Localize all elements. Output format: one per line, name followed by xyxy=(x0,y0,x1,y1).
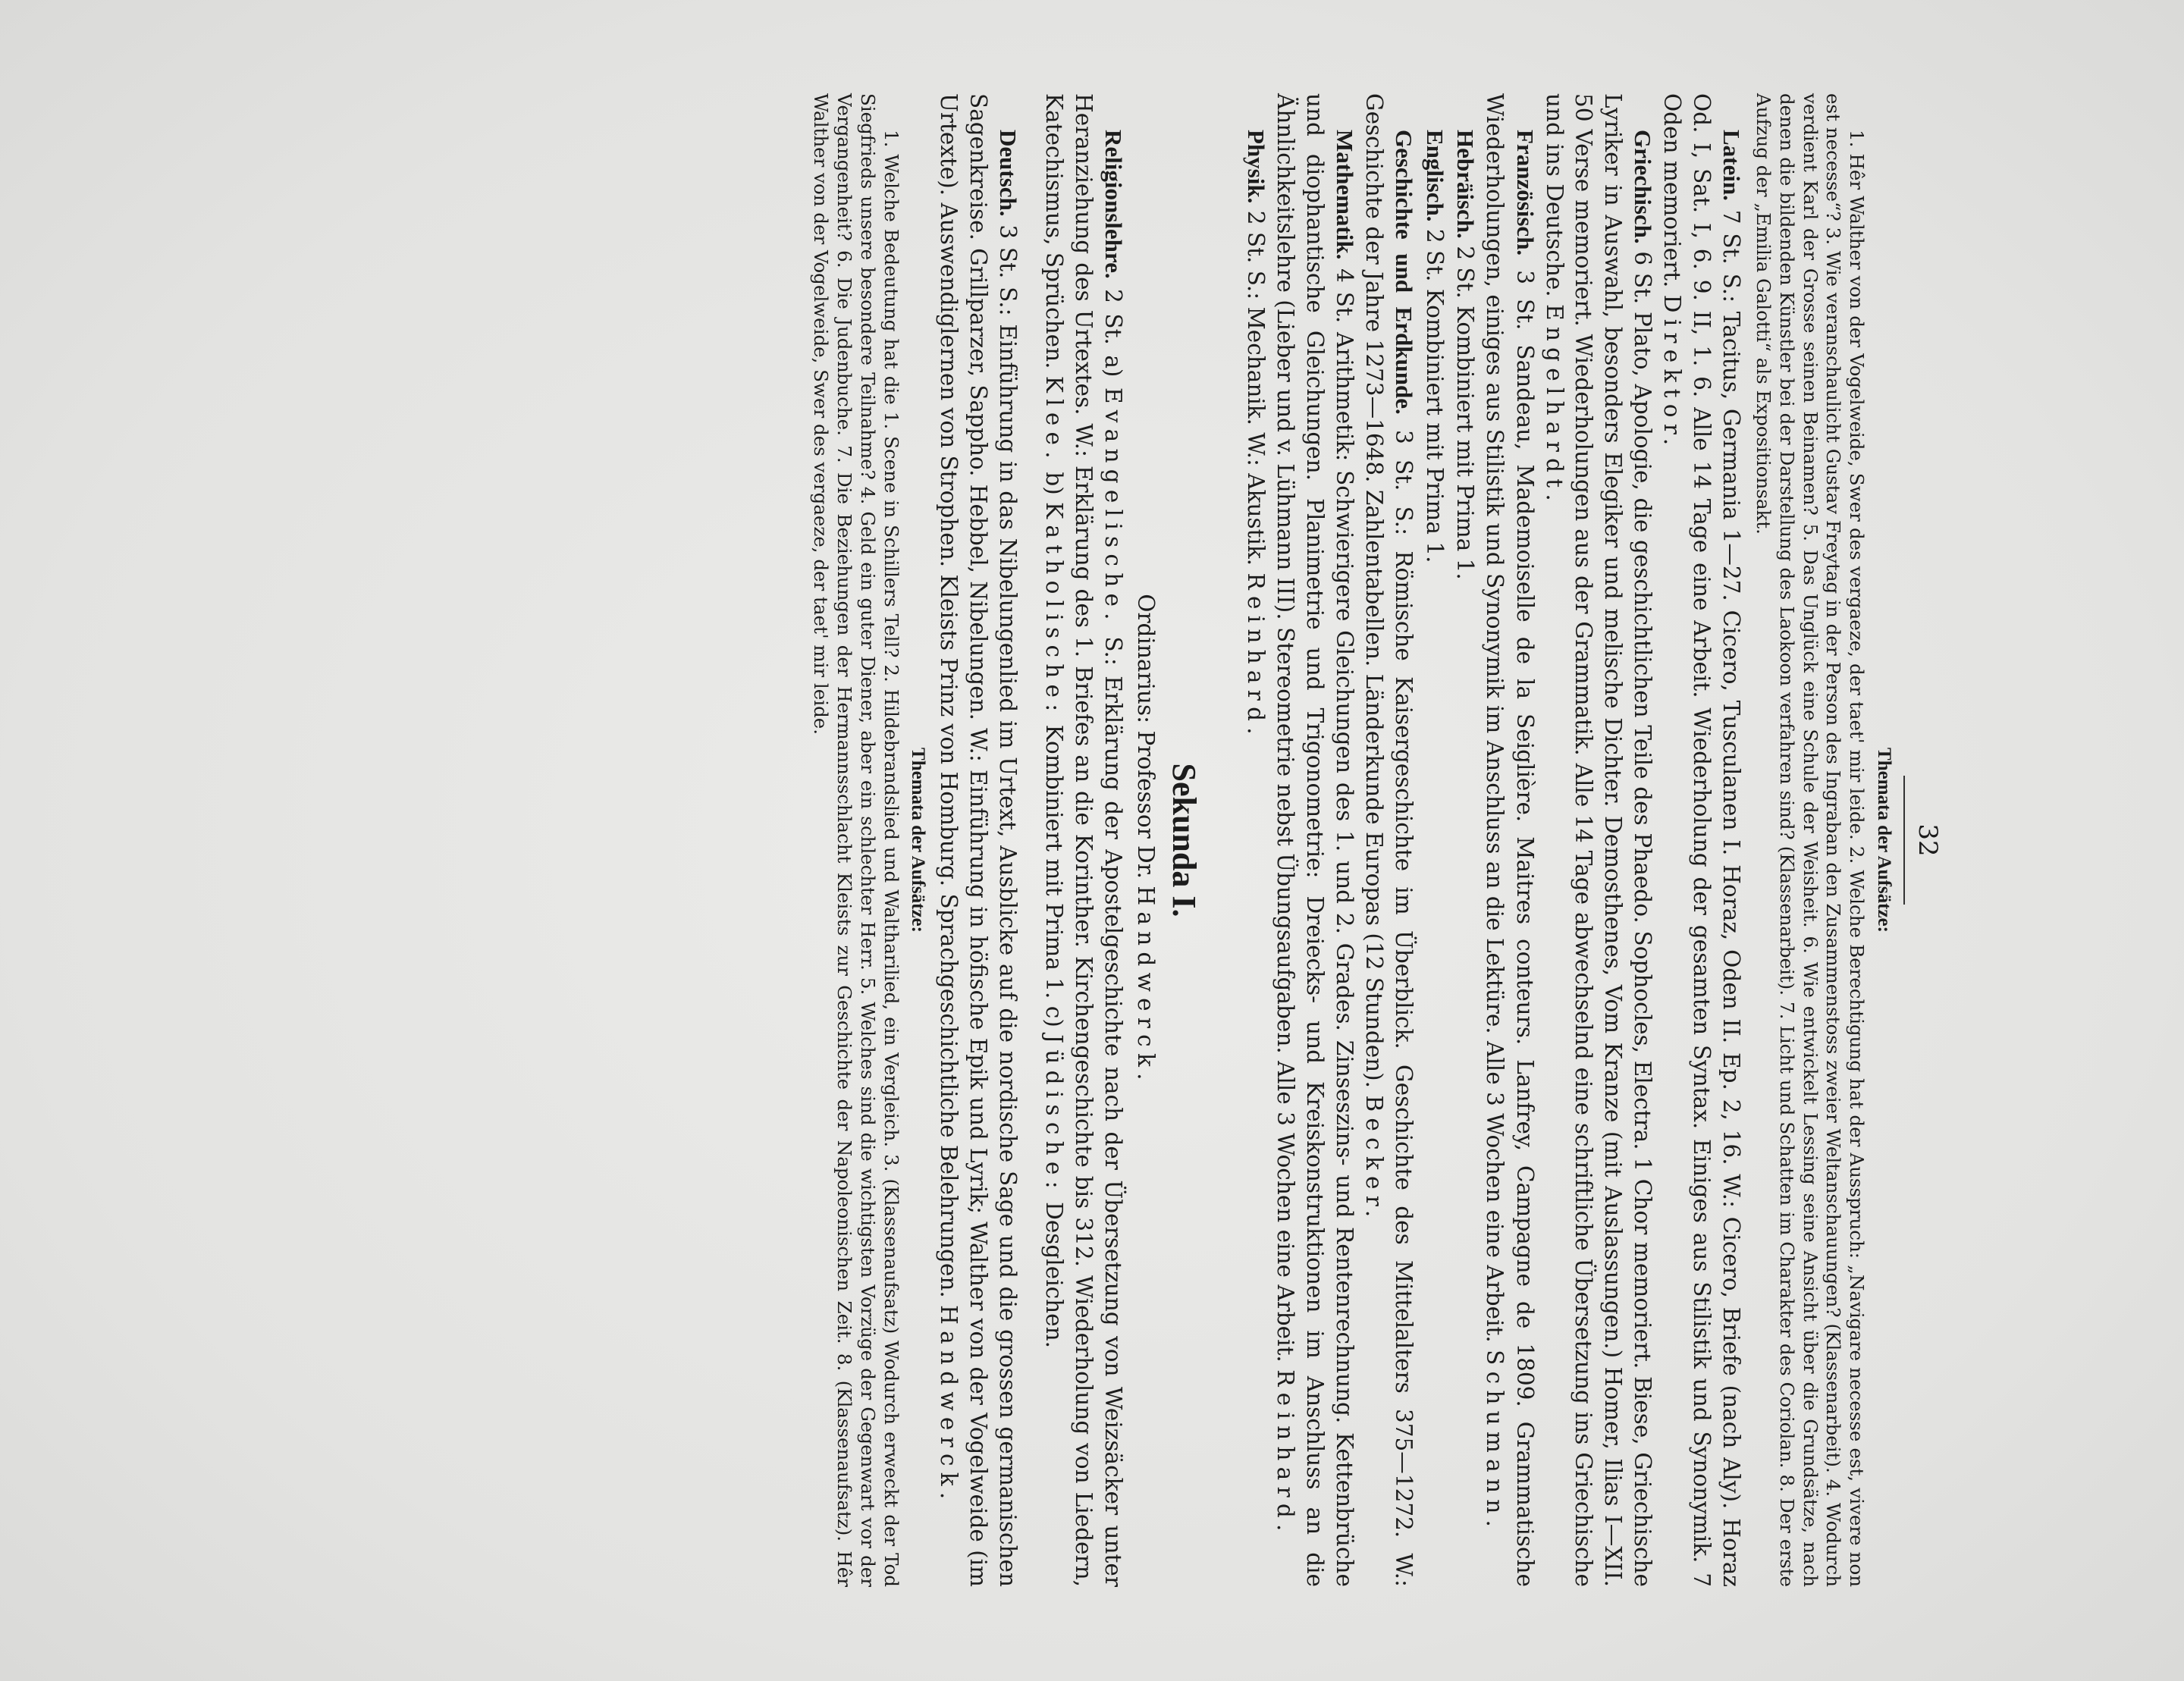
subject-deutsch: Deutsch. 3 St. S.: Einführung in das Nibelungenlied im Urtext, Ausblicke auf die nordische Sage und die grossen germanischen Sagenkreise. Grillparzer, Sappho. Hebbel, Nibelungen. W.: Einführung in höfische Epik und Lyrik; Walther von der Vogelweide (im Urtexte). Auswendiglernen von Strophen. Kleists Prinz von Homburg. Sprachgeschichtliche Belehrungen. Handwerck. xyxy=(936,93,1022,1587)
prima-themata-heading: Themata der Aufsätze: xyxy=(1873,748,1894,933)
subject-geschichte-erdkunde: Geschichte und Erdkunde. 3 St. S.: Römische Kaisergeschichte im Überblick. Geschichte des Mittelalters 375—1272. W.: Geschichte der Jahre 1273—1648. Zahlentabellen. Länderkunde Europas (12 Stunden). Becker. xyxy=(1361,93,1418,1587)
ordinarius-line: Ordinarius: Professor Dr. Handwerck. xyxy=(1133,594,1159,1087)
subject-physik: Physik. 2 St. S.: Mechanik. W.: Akustik. Reinhard. xyxy=(1242,130,1269,741)
paragraph-gap xyxy=(1023,93,1040,1587)
sekunda-themata-heading: Themata der Aufsätze: xyxy=(908,748,929,933)
subject-religionslehre: Religionslehre. 2 St. a) Evangelische. S.: Erklärung der Apostelgeschichte nach der Übersetzung von Weizsäcker unter Heranziehung des Urtextes. W.: Erklärung des 1. Briefes an die Korinther. Kirchengeschichte bis 312. Wiederholung von Liedern, Katechismus, Sprüchen. Klee. b) Katholische: Kombiniert mit Prima 1. c) Jüdische: Desgleichen. xyxy=(1041,93,1128,1587)
header-rule xyxy=(1903,776,1905,905)
subject-englisch: Englisch. 2 St. Kombiniert mit Prima 1. xyxy=(1421,130,1448,563)
subject-franzoesisch: Französisch. 3 St. Sandeau, Mademoiselle de la Seiglière. Maitres conteurs. Lanfrey, Campagne de 1809. Grammatische Wiederholungen, einiges aus Stilistik und Synonymik im Anschluss an die Lektüre. Alle 3 Wochen eine Arbeit. Schumann. xyxy=(1482,93,1539,1587)
subject-mathematik: Mathematik. 4 St. Arithmetik: Schwierigere Gleichungen des 1. und 2. Grades. Zinseszins- und Rentenrechnung. Kettenbrüche und diophantische Gleichungen. Planimetrie und Trigonometrie: Dreiecks- und Kreiskonstruktionen im Anschluss an die Ähnlichkeitslehre (Lieber und v. Lühmann III). Stereometrie nebst Übungsaufgaben. Alle 3 Wochen eine Arbeit. Reinhard. xyxy=(1272,93,1358,1587)
subject-griechisch: Griechisch. 6 St. Plato, Apologie, die geschichtlichen Teile des Phaedo. Sophocles, Electra. 1 Chor memoriert. Biese, Griechische Lyriker in Auswahl, besonders Elegiker und melische Dichter. Demosthenes, Vom Kranze (mit Auslassungen.) Homer, Ilias I—XII. 50 Verse memoriert. Wiederholungen aus der Grammatik. Alle 14 Tage abwechselnd eine schriftliche Übersetzung ins Griechische und ins Deutsche. Engelhardt. xyxy=(1542,93,1657,1587)
sekunda-themata-text: 1. Welche Bedeutung hat die 1. Scene in Schillers Tell? 2. Hildebrandslied und Waltharilied, ein Vergleich. 3. (Klassenaufsatz) Wodurch erweckt der Tod Siegfrieds unsere besondere Teilnahme? 4. Geld ein guter Diener, aber ein schlechter Herr. 5. Welches sind die wichtigsten Vorzüge der Gegenwart vor der Vergangenheit? 6. Die Judenbuche. 7. Die Beziehungen der Hermannsschlacht Kleists zur Geschichte der Napoleonischen Zeit. 8. (Klassenaufsatz). Hêr Walther von der Vogelweide, Swer des vergaeze, der taet' mir leide. xyxy=(809,93,902,1587)
document-page xyxy=(197,40,1987,1640)
subject-latein: Latein. 7 St. S.: Tacitus, Germania 1—27. Cicero, Tusculanen I. Horaz, Oden II. Ep. 2, 16. W.: Cicero, Briefe (nach Aly). Horaz Od. I, Sat. I, 6. 9. II, 1. 6. Alle 14 Tage eine Arbeit. Wiederholung der gesamten Syntax. Einiges aus Stilistik und Synonymik. 7 Oden memoriert. Direktor. xyxy=(1659,93,1746,1587)
page-number: 32 xyxy=(1913,823,1943,857)
prima-themata-text: 1. Hêr Walther von der Vogelweide, Swer des vergaeze, der taet' mir leide. 2. Welche Berechtigung hat der Ausspruch: „Navigare necesse est, vivere non est necesse“? 3. Wie veranschaulicht Gustav Freytag in der Person des Ingraban den Zusammenstoss zweier Weltanschauungen? (Klassenarbeit). 4. Wodurch verdient Karl der Grosse seinen Beinamen? 5. Das Unglück eine Schule der Weisheit. 6. Wie entwickelt Lessing seine Ansicht über die Grundsätze, nach denen die bildenden Künstler bei der Darstellung des Laokoon verfahren sind? (Klassenarbeit). 7. Licht und Schatten im Charakter des Coriolan. 8. Der erste Aufzug der „Emilia Galotti“ als Expositionsakt. xyxy=(1752,93,1869,1587)
subject-hebraeisch: Hebräisch. 2 St. Kombiniert mit Prima 1. xyxy=(1452,130,1480,580)
section-title-sekunda: Sekunda I. xyxy=(1165,763,1203,917)
